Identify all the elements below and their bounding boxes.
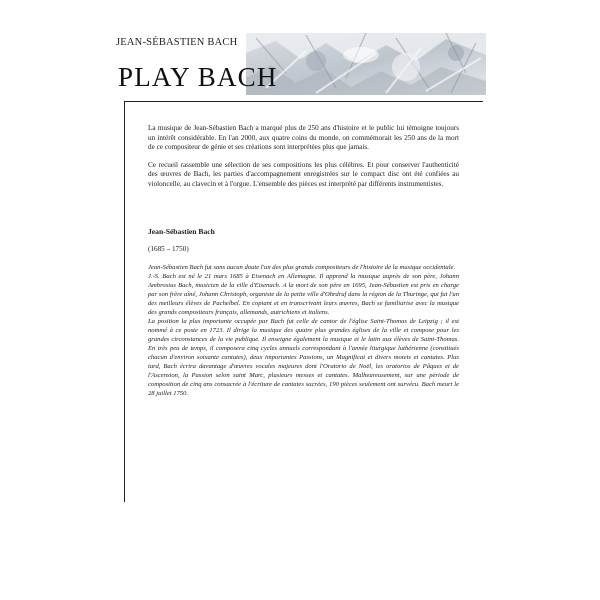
page-title: PLAY BACH: [118, 62, 278, 92]
vertical-rule: [124, 102, 125, 502]
biography-dates: (1685 – 1750): [148, 245, 189, 253]
intro-paragraph: La musique de Jean-Sébastien Bach a marqué plus de 250 ans d'histoire et le public lui témoigne toujours un intérêt considérable. En l'an 2000, aux quatre coins du monde, on commémorait les 250 ans de la mort de ce compositeur de génie et ses créations sont interprétées plus que jamais.: [148, 124, 459, 152]
biography-paragraph: La position la plus importante occupée par Bach fut celle de cantor de l'église Saint-Thomas de Leipzig ; il est nommé à ce poste en 1723. Il dirige la musique des quatre plus grandes églises de la ville et compose pour les grandes circonstances de la vie publique. Il enseigne également la musique et le latin aux élèves de Saint-Thomas. En très peu de temps, il composera cinq cycles annuels correspondant à l'année liturgique luthérienne (constitués chacun d'environ soixante cantates), deux importantes Passions, un Magnificat et divers motets et cantates. Plus tard, Bach écrira davantage d'œuvres vocales majeures dont l'Oratorio de Noël, les oratorios de Pâques et de l'Ascension, la Passion selon saint Marc, plusieurs messes et cantates. Malheureusement, sur une période de composition de cinq ans consacrée à l'écriture de cantates sacrées, 190 pièces seulement ont survécu. Bach meurt le 28 juillet 1750.: [148, 318, 459, 397]
biography-paragraph: Jean-Sébastien Bach fut sans aucun doute l'un des plus grands compositeurs de l'histoire de la musique occidentale.: [148, 264, 456, 271]
biography-paragraph: J.-S. Bach est né le 21 mars 1685 à Eisenach en Allemagne. Il apprend la musique auprès de son père, Johann Ambrosius Bach, musicien de la ville d'Eisenach. A la mort de son père en 1695, Jean-Sébastien est pris en charge par son frère aîné, Johann Christoph, organiste de la petite ville d'Ohrdruf dans la région de la Thuringe, qui fut l'un des meilleurs élèves de Pachelbel. En copiant et en transcrivant leurs œuvres, Bach se familiarise avec la musique des grands compositeurs français, allemands, autrichiens et italiens.: [148, 273, 459, 316]
header-texture-image: [246, 33, 486, 95]
intro-paragraph: Ce recueil rassemble une sélection de ses compositions les plus célèbres. Et pour conserver l'authenticité des œuvres de Bach, les parties d'accompagnement enregistrées sur le compact disc ont été confiées au violoncelle, au clavecin et à l'orgue. L'ensemble des pièces est interprété par différents instrumentistes.: [148, 160, 459, 188]
author-header: JEAN-SÉBASTIEN BACH: [116, 37, 238, 48]
biography-heading: Jean-Sébastien Bach: [148, 227, 215, 236]
intro-section: [148, 124, 459, 190]
biography-text: [148, 263, 459, 398]
content-column: [148, 124, 459, 397]
horizontal-rule: [124, 101, 483, 102]
